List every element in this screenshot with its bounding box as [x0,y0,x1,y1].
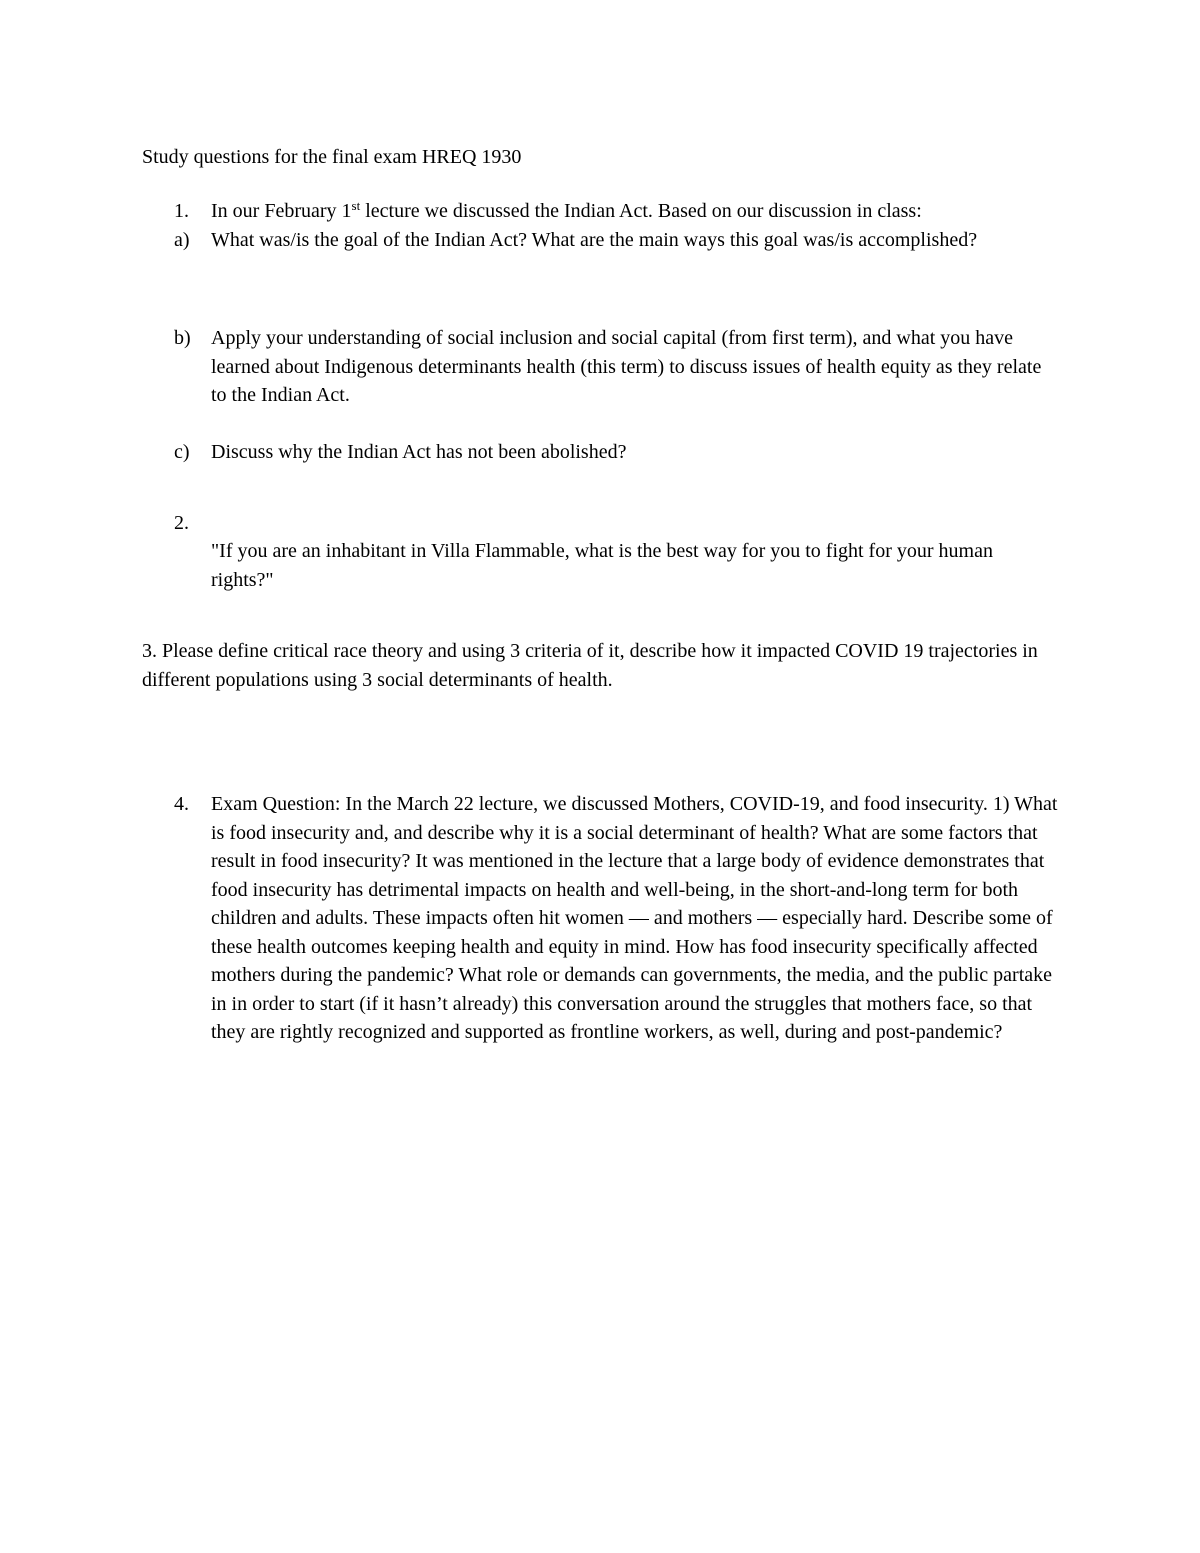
part-a-marker: a) [174,229,190,251]
part-b-text: Apply your understanding of social inclusion and social capital (from first term), and what you have learned about Indigenous determinants health (this term) to discuss issues of health equity as they relate to the Indian Act. [211,327,1042,406]
document-title: Study questions for the final exam HREQ 1930 [142,146,522,168]
question-2-text: "If you are an inhabitant in Villa Flammable, what is the best way for you to fight for your human rights?" [211,540,993,591]
part-c-text: Discuss why the Indian Act has not been abolished? [211,441,627,463]
question-3-text: 3. Please define critical race theory and using 3 criteria of it, describe how it impacted COVID 19 trajectories in different populations using 3 social determinants of health. [142,640,1038,691]
part-a-text: What was/is the goal of the Indian Act? What are the main ways this goal was/is accomplished? [211,229,978,251]
part-b-marker: b) [174,327,191,349]
ordinal-suffix: st [351,198,361,213]
question-4-text: Exam Question: In the March 22 lecture, we discussed Mothers, COVID-19, and food insecurity. 1) What is food insecurity and, and describe why it is a social determinant of health? What are some factors that result in food insecurity? It was mentioned in the lecture that a large body of evidence demonstrates that food insecurity has detrimental impacts on health and well-being, in the short-and-long term for both children and adults. These impacts often hit women — and mothers — especially hard. Describe some of these health outcomes keeping health and equity in mind. How has food insecurity specifically affected mothers during the pandemic? What role or demands can governments, the media, and the public partake in in order to start (if it hasn’t already) this conversation around the struggles that mothers face, so that they are rightly recognized and supported as frontline workers, as well, during and post-pandemic? [211,793,1058,1043]
question-1-text [211,197,1073,226]
question-1-text-start: In our February 1 [211,200,352,222]
part-c-marker: c) [174,441,190,463]
question-1-text-end: lecture we discussed the Indian Act. Based on our discussion in class: [360,200,922,222]
question-2-number: 2. [174,512,189,534]
question-1-number: 1. [174,200,189,222]
question-4-number: 4. [174,793,189,815]
